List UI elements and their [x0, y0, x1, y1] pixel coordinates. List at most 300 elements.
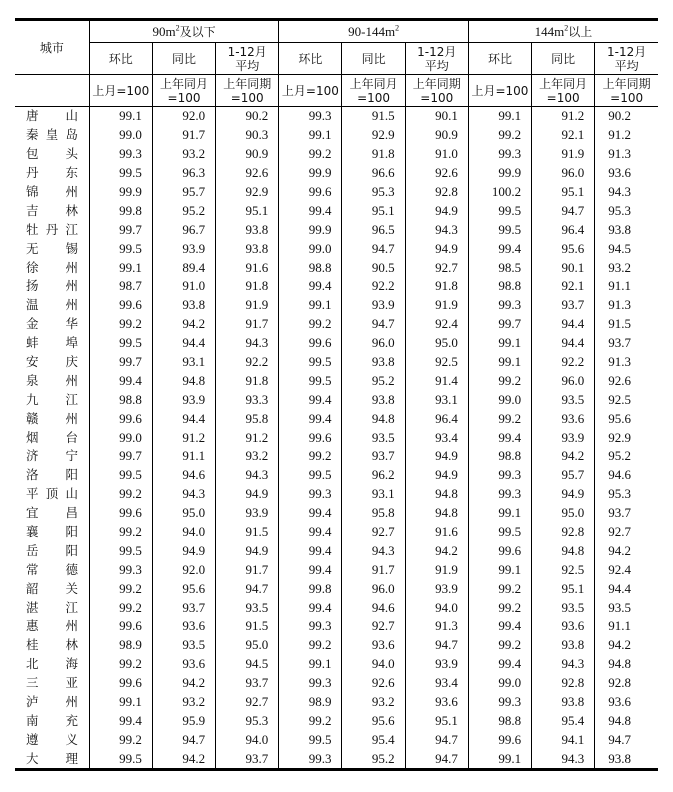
index-value: 93.7 — [216, 749, 279, 769]
city-name: 三 亚 — [26, 675, 78, 691]
group-label: 90-144m — [348, 23, 396, 39]
index-value: 99.0 — [89, 126, 152, 145]
table-row — [15, 390, 658, 409]
index-value: 96.0 — [532, 164, 595, 183]
index-value: 99.7 — [89, 447, 152, 466]
index-value: 99.4 — [279, 409, 342, 428]
index-value: 94.9 — [405, 466, 468, 485]
index-value: 96.4 — [532, 220, 595, 239]
table-row — [15, 466, 658, 485]
index-value: 94.4 — [595, 579, 658, 598]
base-mom: 上月=100 — [279, 75, 342, 107]
index-value: 92.1 — [532, 277, 595, 296]
index-value: 91.2 — [532, 107, 595, 126]
index-value: 95.8 — [216, 409, 279, 428]
index-value: 99.5 — [468, 220, 531, 239]
index-value: 95.0 — [152, 504, 215, 523]
index-value: 99.8 — [279, 579, 342, 598]
table-row — [15, 579, 658, 598]
index-value: 91.9 — [405, 296, 468, 315]
index-value: 93.9 — [405, 579, 468, 598]
index-value: 95.6 — [532, 239, 595, 258]
index-value: 93.2 — [216, 447, 279, 466]
index-value: 93.6 — [405, 693, 468, 712]
index-value: 95.0 — [532, 504, 595, 523]
index-value: 99.2 — [468, 371, 531, 390]
index-value: 91.4 — [405, 371, 468, 390]
index-value: 99.9 — [89, 183, 152, 202]
table-row — [15, 617, 658, 636]
index-value: 91.2 — [216, 428, 279, 447]
index-value: 95.1 — [342, 201, 405, 220]
index-value: 92.4 — [595, 560, 658, 579]
index-value: 94.6 — [595, 466, 658, 485]
index-value: 90.1 — [532, 258, 595, 277]
index-value: 93.8 — [216, 239, 279, 258]
index-value: 93.1 — [152, 353, 215, 372]
index-value: 92.5 — [405, 353, 468, 372]
base-mom: 上月=100 — [89, 75, 152, 107]
index-value: 98.5 — [468, 258, 531, 277]
index-value: 99.1 — [89, 107, 152, 126]
index-value: 93.2 — [342, 693, 405, 712]
index-value: 99.6 — [279, 334, 342, 353]
index-value: 98.8 — [279, 258, 342, 277]
index-value: 93.1 — [342, 485, 405, 504]
city-name: 泸 州 — [26, 694, 78, 710]
subheader-yoy: 同比 — [152, 43, 215, 75]
index-value: 99.5 — [89, 239, 152, 258]
index-value: 94.4 — [152, 409, 215, 428]
index-value: 96.0 — [532, 371, 595, 390]
index-value: 92.9 — [595, 428, 658, 447]
index-value: 92.5 — [532, 560, 595, 579]
index-value: 94.8 — [405, 485, 468, 504]
index-value: 99.0 — [279, 239, 342, 258]
index-value: 99.1 — [279, 655, 342, 674]
city-name: 遵 义 — [26, 731, 78, 747]
city-name: 锦 州 — [26, 184, 78, 199]
index-value: 93.9 — [405, 655, 468, 674]
index-value: 92.6 — [595, 371, 658, 390]
index-value: 99.6 — [89, 617, 152, 636]
index-value: 94.7 — [216, 579, 279, 598]
base-yoy: 上年同月 =100 — [532, 75, 595, 107]
group-header-90-144: $90-144m^2$ — [279, 20, 469, 43]
index-value: 92.2 — [342, 277, 405, 296]
index-value: 99.3 — [279, 749, 342, 769]
index-value: 95.1 — [216, 201, 279, 220]
index-value: 94.5 — [595, 239, 658, 258]
subheader-mom: 环比 — [89, 43, 152, 75]
index-value: 99.2 — [468, 409, 531, 428]
city-name: 扬 州 — [26, 278, 78, 294]
index-value: 94.2 — [152, 749, 215, 769]
index-value: 99.5 — [89, 334, 152, 353]
index-value: 91.0 — [152, 277, 215, 296]
table-row — [15, 749, 658, 769]
index-value: 91.7 — [152, 126, 215, 145]
table-header — [15, 20, 658, 107]
index-value: 99.4 — [279, 560, 342, 579]
index-value: 94.9 — [216, 485, 279, 504]
index-value: 99.2 — [89, 579, 152, 598]
index-value: 99.6 — [279, 183, 342, 202]
index-value: 93.6 — [152, 655, 215, 674]
base-annual-avg: 上年同期 =100 — [595, 75, 658, 107]
index-value: 99.2 — [468, 598, 531, 617]
index-value: 93.7 — [595, 334, 658, 353]
index-value: 94.8 — [595, 712, 658, 731]
index-value: 91.7 — [216, 560, 279, 579]
base-annual-avg: 上年同期 =100 — [405, 75, 468, 107]
subheader-row — [15, 43, 658, 75]
city-name: 牡 丹 江 — [26, 221, 78, 237]
city-name: 宜 昌 — [26, 505, 78, 521]
index-value: 94.3 — [216, 466, 279, 485]
index-value: 96.0 — [342, 579, 405, 598]
index-value: 95.6 — [595, 409, 658, 428]
index-value: 94.3 — [342, 541, 405, 560]
index-value: 93.6 — [152, 617, 215, 636]
index-value: 94.6 — [152, 466, 215, 485]
index-value: 99.3 — [468, 485, 531, 504]
city-name: 济 宁 — [26, 448, 78, 464]
index-value: 99.5 — [468, 201, 531, 220]
index-value: 99.9 — [279, 220, 342, 239]
city-name: 泉 州 — [26, 372, 78, 388]
index-value: 99.5 — [89, 466, 152, 485]
index-value: 94.3 — [216, 334, 279, 353]
index-value: 91.8 — [216, 277, 279, 296]
index-value: 93.4 — [405, 674, 468, 693]
index-value: 94.5 — [216, 655, 279, 674]
index-value: 99.3 — [468, 296, 531, 315]
index-value: 91.3 — [595, 296, 658, 315]
index-value: 99.6 — [89, 409, 152, 428]
table-row — [15, 201, 658, 220]
index-value: 92.0 — [152, 107, 215, 126]
index-value: 95.8 — [342, 504, 405, 523]
index-value: 91.3 — [595, 353, 658, 372]
index-value: 95.2 — [595, 447, 658, 466]
table-row — [15, 428, 658, 447]
city-name: 秦 皇 岛 — [26, 127, 78, 143]
table-row — [15, 239, 658, 258]
index-value: 96.4 — [405, 409, 468, 428]
city-base-cell — [15, 75, 89, 107]
table-row — [15, 164, 658, 183]
index-value: 99.6 — [279, 428, 342, 447]
index-value: 99.3 — [468, 145, 531, 164]
table-row — [15, 560, 658, 579]
index-value: 99.2 — [89, 655, 152, 674]
index-value: 94.8 — [405, 504, 468, 523]
index-value: 94.3 — [152, 485, 215, 504]
index-value: 90.9 — [216, 145, 279, 164]
index-value: 95.0 — [216, 636, 279, 655]
group-header-over-144: $144m^2$以上 — [468, 20, 658, 43]
index-value: 94.9 — [532, 485, 595, 504]
index-value: 99.1 — [468, 107, 531, 126]
index-value: 99.5 — [279, 730, 342, 749]
index-value: 93.4 — [405, 428, 468, 447]
city-name: 温 州 — [26, 297, 78, 313]
city-name: 大 理 — [15, 749, 89, 769]
index-value: 94.8 — [342, 409, 405, 428]
index-value: 99.1 — [468, 749, 531, 769]
index-value: 94.7 — [405, 730, 468, 749]
city-name: 包 头 — [26, 146, 78, 162]
index-value: 94.0 — [342, 655, 405, 674]
index-value: 93.9 — [152, 390, 215, 409]
index-value: 99.2 — [89, 315, 152, 334]
index-value: 91.5 — [595, 315, 658, 334]
index-value: 92.6 — [342, 674, 405, 693]
index-value: 99.4 — [279, 390, 342, 409]
index-value: 93.6 — [595, 164, 658, 183]
index-value: 99.4 — [89, 371, 152, 390]
index-value: 92.7 — [216, 693, 279, 712]
index-value: 94.6 — [342, 598, 405, 617]
index-value: 93.5 — [532, 598, 595, 617]
index-value: 91.8 — [216, 371, 279, 390]
index-value: 91.8 — [342, 145, 405, 164]
index-value: 99.3 — [279, 674, 342, 693]
index-value: 99.2 — [468, 126, 531, 145]
index-value: 93.8 — [532, 693, 595, 712]
base-yoy: 上年同月 =100 — [342, 75, 405, 107]
index-value: 93.3 — [216, 390, 279, 409]
index-value: 99.1 — [89, 258, 152, 277]
index-value: 99.4 — [89, 712, 152, 731]
index-value: 99.4 — [279, 277, 342, 296]
index-value: 99.2 — [279, 636, 342, 655]
index-value: 93.9 — [532, 428, 595, 447]
index-value: 99.3 — [279, 617, 342, 636]
index-value: 96.2 — [342, 466, 405, 485]
index-value: 99.3 — [89, 145, 152, 164]
city-name: 丹 东 — [26, 165, 78, 181]
index-value: 99.5 — [89, 541, 152, 560]
index-value: 99.2 — [279, 145, 342, 164]
index-value: 93.5 — [152, 636, 215, 655]
index-value: 94.7 — [532, 201, 595, 220]
table-row — [15, 315, 658, 334]
table-row — [15, 371, 658, 390]
index-value: 94.1 — [532, 730, 595, 749]
index-value: 93.5 — [532, 390, 595, 409]
index-value: 99.6 — [89, 674, 152, 693]
table-row — [15, 353, 658, 372]
index-value: 92.2 — [532, 353, 595, 372]
index-value: 95.1 — [405, 712, 468, 731]
index-value: 99.3 — [468, 693, 531, 712]
index-value: 91.8 — [405, 277, 468, 296]
index-value: 99.4 — [279, 504, 342, 523]
table-row — [15, 541, 658, 560]
index-value: 99.2 — [89, 523, 152, 542]
index-value: 94.7 — [342, 239, 405, 258]
index-value: 99.6 — [468, 541, 531, 560]
index-value: 95.9 — [152, 712, 215, 731]
city-name: 北 海 — [26, 656, 78, 672]
index-value: 99.1 — [279, 296, 342, 315]
base-annual-avg: 上年同期 =100 — [216, 75, 279, 107]
index-value: 98.9 — [89, 636, 152, 655]
index-value: 95.6 — [152, 579, 215, 598]
index-value: 90.5 — [342, 258, 405, 277]
index-value: 94.3 — [405, 220, 468, 239]
index-value: 90.9 — [405, 126, 468, 145]
index-value: 99.7 — [468, 315, 531, 334]
index-value: 99.4 — [279, 541, 342, 560]
index-value: 91.6 — [216, 258, 279, 277]
index-value: 90.2 — [216, 107, 279, 126]
table-row — [15, 183, 658, 202]
index-value: 93.2 — [152, 693, 215, 712]
index-value: 99.4 — [279, 523, 342, 542]
subheader-yoy: 同比 — [532, 43, 595, 75]
index-value: 94.9 — [405, 239, 468, 258]
index-value: 98.8 — [89, 390, 152, 409]
table-row — [15, 655, 658, 674]
index-value: 91.3 — [595, 145, 658, 164]
city-name: 吉 林 — [26, 202, 78, 218]
index-value: 99.4 — [468, 655, 531, 674]
index-value: 92.9 — [342, 126, 405, 145]
index-value: 98.8 — [468, 447, 531, 466]
index-value: 91.6 — [405, 523, 468, 542]
index-value: 93.6 — [342, 636, 405, 655]
subheader-annual-avg: 1-12月 平均 — [405, 43, 468, 75]
index-value: 92.1 — [532, 126, 595, 145]
index-value: 99.4 — [468, 617, 531, 636]
index-value: 99.2 — [89, 598, 152, 617]
index-value: 99.2 — [279, 447, 342, 466]
city-name: 常 德 — [26, 561, 78, 577]
index-value: 94.8 — [595, 655, 658, 674]
index-value: 91.9 — [532, 145, 595, 164]
index-value: 94.2 — [405, 541, 468, 560]
city-name: 赣 州 — [26, 410, 78, 426]
index-value: 92.5 — [595, 390, 658, 409]
table-row — [15, 504, 658, 523]
city-name: 桂 林 — [26, 637, 78, 653]
city-name: 金 华 — [26, 316, 78, 332]
table-row — [15, 523, 658, 542]
index-value: 93.1 — [405, 390, 468, 409]
index-value: 91.7 — [342, 560, 405, 579]
index-value: 94.8 — [152, 371, 215, 390]
table-row — [15, 693, 658, 712]
index-value: 95.3 — [595, 485, 658, 504]
city-name: 平 顶 山 — [26, 486, 78, 502]
index-value: 93.9 — [342, 296, 405, 315]
index-value: 91.7 — [216, 315, 279, 334]
index-value: 95.7 — [152, 183, 215, 202]
index-value: 95.2 — [342, 749, 405, 769]
city-name: 湛 江 — [26, 599, 78, 615]
index-value: 93.7 — [342, 447, 405, 466]
index-value: 94.2 — [532, 447, 595, 466]
index-value: 99.5 — [279, 371, 342, 390]
index-value: 94.9 — [152, 541, 215, 560]
index-value: 93.8 — [342, 353, 405, 372]
index-value: 92.7 — [595, 523, 658, 542]
index-value: 94.4 — [532, 315, 595, 334]
index-value: 95.6 — [342, 712, 405, 731]
index-value: 96.0 — [342, 334, 405, 353]
index-value: 91.1 — [595, 617, 658, 636]
table-row — [15, 674, 658, 693]
group-label: 90m — [152, 23, 176, 39]
index-value: 92.6 — [405, 164, 468, 183]
index-value: 94.7 — [405, 636, 468, 655]
index-value: 92.8 — [405, 183, 468, 202]
housing-price-index-table — [15, 18, 658, 771]
index-value: 91.0 — [405, 145, 468, 164]
table-row — [15, 296, 658, 315]
index-value: 90.3 — [216, 126, 279, 145]
index-value: 99.0 — [468, 674, 531, 693]
city-name: 洛 阳 — [26, 467, 78, 483]
index-value: 93.8 — [216, 220, 279, 239]
index-value: 95.1 — [532, 579, 595, 598]
index-value: 93.8 — [152, 296, 215, 315]
index-value: 99.3 — [279, 485, 342, 504]
index-value: 93.8 — [595, 220, 658, 239]
index-value: 93.8 — [595, 749, 658, 769]
index-value: 91.2 — [595, 126, 658, 145]
table-row — [15, 598, 658, 617]
table-row — [15, 145, 658, 164]
index-value: 92.8 — [595, 674, 658, 693]
index-value: 99.5 — [89, 164, 152, 183]
table-row — [15, 636, 658, 655]
city-name: 蚌 埠 — [26, 335, 78, 351]
index-value: 94.7 — [342, 315, 405, 334]
city-name: 烟 台 — [26, 429, 78, 445]
index-value: 99.2 — [468, 579, 531, 598]
index-value: 93.7 — [532, 296, 595, 315]
index-value: 99.4 — [468, 428, 531, 447]
index-value: 91.5 — [342, 107, 405, 126]
index-value: 99.3 — [468, 466, 531, 485]
index-value: 91.2 — [152, 428, 215, 447]
index-value: 93.7 — [152, 598, 215, 617]
index-value: 94.3 — [532, 749, 595, 769]
city-name: 九 江 — [26, 391, 78, 407]
index-value: 95.3 — [595, 201, 658, 220]
table-row — [15, 409, 658, 428]
index-value: 99.1 — [468, 504, 531, 523]
index-value: 91.5 — [216, 617, 279, 636]
index-value: 94.4 — [152, 334, 215, 353]
base-mom: 上月=100 — [468, 75, 531, 107]
index-value: 93.9 — [216, 504, 279, 523]
index-value: 92.2 — [216, 353, 279, 372]
index-value: 94.2 — [152, 315, 215, 334]
index-value: 99.6 — [468, 730, 531, 749]
index-value: 99.1 — [468, 353, 531, 372]
city-name: 南 充 — [26, 712, 78, 728]
index-value: 99.7 — [89, 220, 152, 239]
index-value: 99.4 — [279, 598, 342, 617]
index-value: 95.1 — [532, 183, 595, 202]
index-value: 93.2 — [595, 258, 658, 277]
subheader-annual-avg: 1-12月 平均 — [595, 43, 658, 75]
